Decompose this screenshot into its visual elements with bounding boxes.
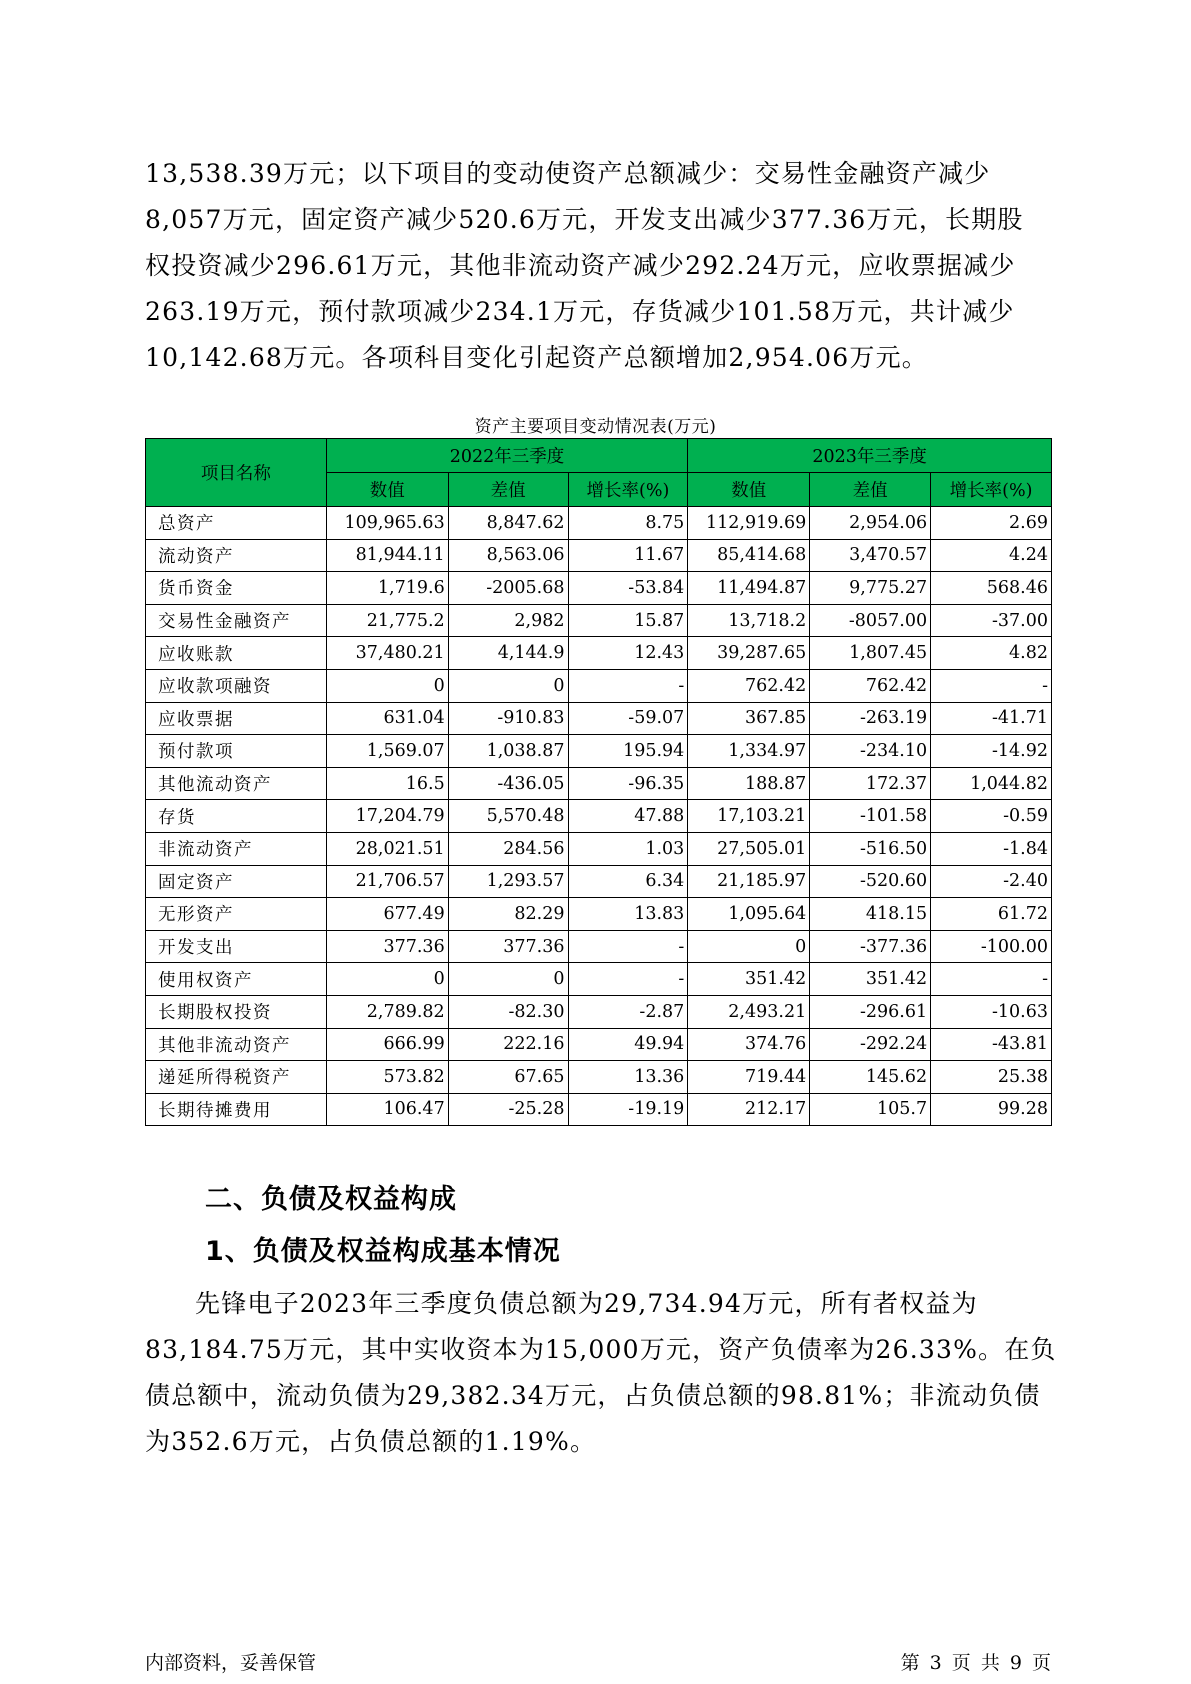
column-header-period-2023: 2023年三季度 — [688, 439, 1052, 473]
paragraph-line: 为352.6万元，占负债总额的1.19%。 — [145, 1427, 597, 1456]
table-cell: 28,021.51 — [326, 832, 448, 865]
table-cell: 145.62 — [810, 1061, 931, 1094]
row-item-name: 应收票据 — [146, 702, 327, 735]
row-item-name: 无形资产 — [146, 898, 327, 931]
table-cell: 13.36 — [568, 1061, 688, 1094]
subsection-heading: 1、负债及权益构成基本情况 — [205, 1236, 561, 1267]
section-heading: 二、负债及权益构成 — [205, 1184, 457, 1215]
table-cell: 47.88 — [568, 800, 688, 833]
table-cell: 4.82 — [931, 637, 1052, 670]
table-cell: 13,718.2 — [688, 604, 810, 637]
paragraph-line: 8,057万元，固定资产减少520.6万元，开发支出减少377.36万元，长期股 — [145, 205, 1024, 234]
row-item-name: 长期股权投资 — [146, 995, 327, 1028]
table-cell: -101.58 — [810, 800, 931, 833]
table-cell: 762.42 — [688, 669, 810, 702]
table-cell: 11,494.87 — [688, 572, 810, 605]
table-cell: 418.15 — [810, 898, 931, 931]
table-cell: 1,044.82 — [931, 767, 1052, 800]
table-cell: 1,038.87 — [448, 735, 568, 768]
table-cell: -377.36 — [810, 930, 931, 963]
table-row — [146, 702, 1052, 735]
column-header-value: 数值 — [326, 473, 448, 507]
table-cell: -82.30 — [448, 995, 568, 1028]
row-item-name: 总资产 — [146, 507, 327, 540]
table-cell: 2,954.06 — [810, 507, 931, 540]
paragraph-line: 13,538.39万元；以下项目的变动使资产总额减少：交易性金融资产减少 — [145, 159, 991, 188]
table-cell: 27,505.01 — [688, 832, 810, 865]
table-row — [146, 865, 1052, 898]
table-cell: 21,775.2 — [326, 604, 448, 637]
table-cell: -2.87 — [568, 995, 688, 1028]
row-item-name: 递延所得税资产 — [146, 1061, 327, 1094]
table-cell: -53.84 — [568, 572, 688, 605]
table-cell: 2,982 — [448, 604, 568, 637]
row-item-name: 存货 — [146, 800, 327, 833]
table-cell: 1,569.07 — [326, 735, 448, 768]
paragraph-line: 10,142.68万元。各项科目变化引起资产总额增加2,954.06万元。 — [145, 343, 928, 372]
table-caption: 资产主要项目变动情况表(万元) — [474, 417, 717, 437]
table-cell: 12.43 — [568, 637, 688, 670]
table-cell: 3,470.57 — [810, 539, 931, 572]
table-cell: 374.76 — [688, 1028, 810, 1061]
table-cell: 9,775.27 — [810, 572, 931, 605]
table-cell: -516.50 — [810, 832, 931, 865]
table-cell: - — [568, 930, 688, 963]
table-cell: 377.36 — [326, 930, 448, 963]
table-cell: 11.67 — [568, 539, 688, 572]
table-cell: -263.19 — [810, 702, 931, 735]
table-cell: 0 — [688, 930, 810, 963]
table-cell: -37.00 — [931, 604, 1052, 637]
table-cell: 112,919.69 — [688, 507, 810, 540]
table-row — [146, 669, 1052, 702]
table-row — [146, 1093, 1052, 1126]
table-cell: -100.00 — [931, 930, 1052, 963]
row-item-name: 长期待摊费用 — [146, 1093, 327, 1126]
table-cell: 573.82 — [326, 1061, 448, 1094]
table-cell: 367.85 — [688, 702, 810, 735]
table-cell: 762.42 — [810, 669, 931, 702]
table-cell: 222.16 — [448, 1028, 568, 1061]
table-cell: -25.28 — [448, 1093, 568, 1126]
table-cell: 0 — [326, 963, 448, 996]
column-header-item: 项目名称 — [146, 439, 327, 507]
table-cell: 15.87 — [568, 604, 688, 637]
table-cell: 39,287.65 — [688, 637, 810, 670]
table-cell: 677.49 — [326, 898, 448, 931]
paragraph-line: 债总额中，流动负债为29,382.34万元，占负债总额的98.81%；非流动负债 — [145, 1381, 1041, 1410]
table-cell: -0.59 — [931, 800, 1052, 833]
table-cell: 351.42 — [810, 963, 931, 996]
table-cell: - — [931, 963, 1052, 996]
table-cell: 25.38 — [931, 1061, 1052, 1094]
table-cell: 188.87 — [688, 767, 810, 800]
table-cell: -10.63 — [931, 995, 1052, 1028]
table-cell: 21,706.57 — [326, 865, 448, 898]
row-item-name: 非流动资产 — [146, 832, 327, 865]
table-row — [146, 507, 1052, 540]
table-cell: -1.84 — [931, 832, 1052, 865]
footer-page-number: 第 3 页 共 9 页 — [900, 1652, 1051, 1674]
table-cell: 2.69 — [931, 507, 1052, 540]
row-item-name: 货币资金 — [146, 572, 327, 605]
table-cell: 631.04 — [326, 702, 448, 735]
table-row — [146, 930, 1052, 963]
table-cell: 105.7 — [810, 1093, 931, 1126]
table-cell: 1,293.57 — [448, 865, 568, 898]
table-cell: 0 — [448, 669, 568, 702]
table-cell: -910.83 — [448, 702, 568, 735]
table-row — [146, 539, 1052, 572]
table-cell: 2,493.21 — [688, 995, 810, 1028]
table-cell: 61.72 — [931, 898, 1052, 931]
table-cell: 5,570.48 — [448, 800, 568, 833]
table-cell: 0 — [448, 963, 568, 996]
table-cell: 13.83 — [568, 898, 688, 931]
table-row — [146, 572, 1052, 605]
table-cell: -520.60 — [810, 865, 931, 898]
table-cell: 17,204.79 — [326, 800, 448, 833]
table-cell: 81,944.11 — [326, 539, 448, 572]
table-cell: -2.40 — [931, 865, 1052, 898]
row-item-name: 交易性金融资产 — [146, 604, 327, 637]
table-cell: - — [568, 669, 688, 702]
table-cell: 109,965.63 — [326, 507, 448, 540]
table-cell: 0 — [326, 669, 448, 702]
paragraph-asset-changes — [145, 151, 1050, 381]
table-cell: 351.42 — [688, 963, 810, 996]
table-row — [146, 832, 1052, 865]
table-cell: -41.71 — [931, 702, 1052, 735]
table-cell: 85,414.68 — [688, 539, 810, 572]
row-item-name: 应收款项融资 — [146, 669, 327, 702]
table-cell: 1,807.45 — [810, 637, 931, 670]
table-cell: 719.44 — [688, 1061, 810, 1094]
table-cell: -14.92 — [931, 735, 1052, 768]
row-item-name: 其他非流动资产 — [146, 1028, 327, 1061]
table-cell: -296.61 — [810, 995, 931, 1028]
table-cell: 49.94 — [568, 1028, 688, 1061]
table-cell: -43.81 — [931, 1028, 1052, 1061]
row-item-name: 流动资产 — [146, 539, 327, 572]
table-row — [146, 637, 1052, 670]
column-header-diff: 差值 — [448, 473, 568, 507]
column-header-growth: 增长率(%) — [568, 473, 688, 507]
row-item-name: 使用权资产 — [146, 963, 327, 996]
table-row — [146, 735, 1052, 768]
table-cell: 17,103.21 — [688, 800, 810, 833]
column-header-value: 数值 — [688, 473, 810, 507]
row-item-name: 开发支出 — [146, 930, 327, 963]
table-cell: -96.35 — [568, 767, 688, 800]
table-cell: 284.56 — [448, 832, 568, 865]
table-cell: -292.24 — [810, 1028, 931, 1061]
table-cell: 666.99 — [326, 1028, 448, 1061]
table-cell: 212.17 — [688, 1093, 810, 1126]
row-item-name: 预付款项 — [146, 735, 327, 768]
table-row — [146, 604, 1052, 637]
asset-change-table — [145, 438, 1052, 1126]
table-cell: -2005.68 — [448, 572, 568, 605]
paragraph-line: 263.19万元，预付款项减少234.1万元，存货减少101.58万元，共计减少 — [145, 297, 1015, 326]
table-cell: 8,847.62 — [448, 507, 568, 540]
table-cell: 172.37 — [810, 767, 931, 800]
table-cell: - — [568, 963, 688, 996]
table-cell: -234.10 — [810, 735, 931, 768]
table-cell: - — [931, 669, 1052, 702]
table-cell: -19.19 — [568, 1093, 688, 1126]
table-cell: 106.47 — [326, 1093, 448, 1126]
table-cell: -59.07 — [568, 702, 688, 735]
table-row — [146, 963, 1052, 996]
table-row — [146, 1061, 1052, 1094]
table-row — [146, 800, 1052, 833]
table-cell: 6.34 — [568, 865, 688, 898]
table-body — [146, 507, 1052, 1126]
table-cell: 195.94 — [568, 735, 688, 768]
table-cell: 8.75 — [568, 507, 688, 540]
table-cell: 67.65 — [448, 1061, 568, 1094]
paragraph-line: 83,184.75万元，其中实收资本为15,000万元，资产负债率为26.33%。在负 — [145, 1335, 1057, 1364]
table-row — [146, 898, 1052, 931]
table-row — [146, 995, 1052, 1028]
table-cell: 377.36 — [448, 930, 568, 963]
table-cell: 16.5 — [326, 767, 448, 800]
table-cell: 1.03 — [568, 832, 688, 865]
table-cell: 82.29 — [448, 898, 568, 931]
column-header-growth: 增长率(%) — [931, 473, 1052, 507]
table-cell: 1,719.6 — [326, 572, 448, 605]
column-header-diff: 差值 — [810, 473, 931, 507]
paragraph-line: 权投资减少296.61万元，其他非流动资产减少292.24万元，应收票据减少 — [145, 251, 1016, 280]
table-cell: 1,334.97 — [688, 735, 810, 768]
table-cell: 2,789.82 — [326, 995, 448, 1028]
table-row — [146, 767, 1052, 800]
table-cell: 568.46 — [931, 572, 1052, 605]
paragraph-liabilities — [145, 1281, 1057, 1465]
footer-confidential-note: 内部资料，妥善保管 — [145, 1652, 317, 1674]
row-item-name: 固定资产 — [146, 865, 327, 898]
table-cell: 21,185.97 — [688, 865, 810, 898]
row-item-name: 其他流动资产 — [146, 767, 327, 800]
table-cell: 37,480.21 — [326, 637, 448, 670]
table-cell: 8,563.06 — [448, 539, 568, 572]
column-header-period-2022: 2022年三季度 — [326, 439, 688, 473]
table-cell: 4.24 — [931, 539, 1052, 572]
table-cell: 99.28 — [931, 1093, 1052, 1126]
table-cell: -436.05 — [448, 767, 568, 800]
table-row — [146, 1028, 1052, 1061]
paragraph-line: 先锋电子2023年三季度负债总额为29,734.94万元，所有者权益为 — [195, 1289, 978, 1318]
table-cell: 1,095.64 — [688, 898, 810, 931]
table-cell: 4,144.9 — [448, 637, 568, 670]
table-cell: -8057.00 — [810, 604, 931, 637]
row-item-name: 应收账款 — [146, 637, 327, 670]
